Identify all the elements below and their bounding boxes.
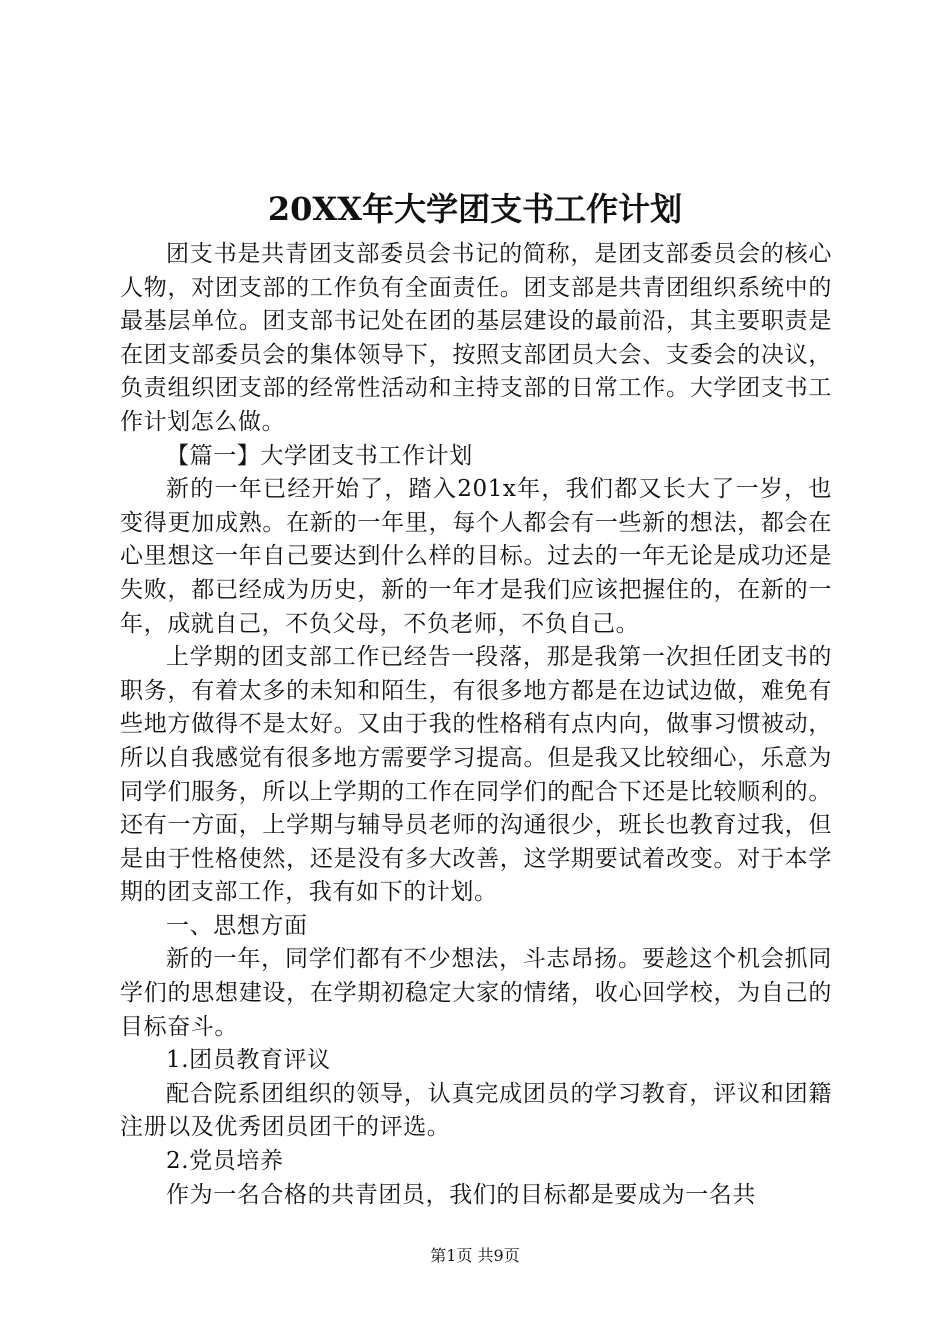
subheading-party-training: 2.党员培养 [166, 1148, 284, 1175]
paragraph-ideology: 新的一年，同学们都有不少想法，斗志昂扬。要趁这个机会抓同学们的思想建设，在学期初稳定大家的情绪，收心回学校，为自己的目标奋斗。 [120, 946, 832, 1040]
document-body [120, 238, 832, 1212]
page-footer: 第1页 共9页 [430, 1246, 520, 1265]
subheading-member-education: 1.团员教育评议 [166, 1047, 331, 1074]
document-title: 20XX年大学团支书工作计划 [267, 190, 683, 228]
paragraph-last-semester: 上学期的团支部工作已经告一段落，那是我第一次担任团支书的职务，有着太多的未知和陌生，有很多地方都是在边试边做，难免有些地方做得不是太好。又由于我的性格稍有点内向，做事习惯被动，所以自我感觉有很多地方需要学习提高。但是我又比较细心，乐意为同学们服务，所以上学期的工作在同学们的配合下还是比较顺利的。还有一方面，上学期与辅导员老师的沟通很少，班长也教育过我，但是由于性格使然，还是没有多大改善，这学期要试着改变。对于本学期的团支部工作，我有如下的计划。 [120, 644, 832, 906]
paragraph-member-education: 配合院系团组织的领导，认真完成团员的学习教育，评议和团籍注册以及优秀团员团干的评选。 [120, 1080, 832, 1141]
section-heading-part-one: 【篇一】大学团支书工作计划 [166, 442, 473, 469]
paragraph-new-year: 新的一年已经开始了，踏入201x年，我们都又长大了一岁，也变得更加成熟。在新的一年里，每个人都会有一些新的想法，都会在心里想这一年自己要达到什么样的目标。过去的一年无论是成功还是失败，都已经成为历史，新的一年才是我们应该把握住的，在新的一年，成就自己，不负父母，不负老师，不负自己。 [120, 476, 832, 637]
section-heading-ideology: 一、思想方面 [166, 912, 308, 939]
paragraph-party-training: 作为一名合格的共青团员，我们的目标都是要成为一名共 [166, 1181, 756, 1208]
paragraph-intro: 团支书是共青团支部委员会书记的简称，是团支部委员会的核心人物，对团支部的工作负有全面责任。团支部是共青团组织系统中的最基层单位。团支部书记处在团的基层建设的最前沿，其主要职责是在团支部委员会的集体领导下，按照支部团员大会、支委会的决议，负责组织团支部的经常性活动和主持支部的日常工作。大学团支书工作计划怎么做。 [120, 241, 832, 435]
